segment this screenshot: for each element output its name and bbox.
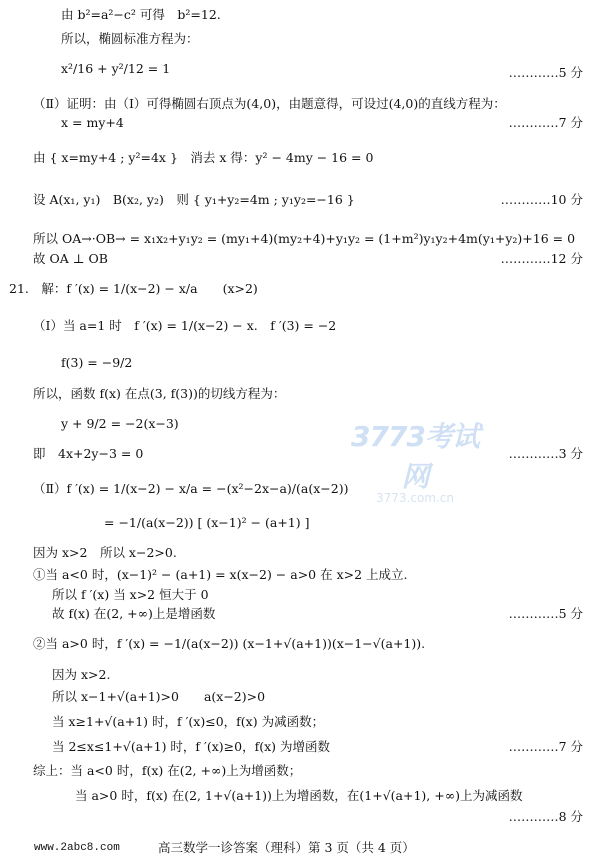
text-line: 当 a>0 时，f(x) 在(2, 1+√(a+1))上为增函数，在(1+√(a+1), +∞)上为减函数: [75, 788, 523, 803]
text-line: 故 f(x) 在(2, +∞)上是增函数: [52, 606, 216, 621]
footer-page: 高三数学一诊答案（理科）第 3 页（共 4 页）: [158, 840, 415, 855]
equation: 即 4x+2y−3 = 0: [33, 446, 144, 461]
equation: 设 A(x₁, y₁) B(x₂, y₂) 则 { y₁+y₂=4m ; y₁y₂=−16 }: [33, 192, 355, 207]
score-mark: …………3 分: [508, 446, 583, 461]
text-line: 所以 x−1+√(a+1)>0 a(x−2)>0: [52, 689, 266, 704]
text-line: （Ⅱ）证明：由（Ⅰ）可得椭圆右顶点为(4,0)，由题意得，可设过(4,0)的直线方程为：: [33, 96, 506, 111]
text-line: 因为 x>2.: [52, 667, 111, 682]
watermark: [340, 415, 490, 505]
score-mark: …………7 分: [508, 739, 583, 754]
text-line: 所以，椭圆标准方程为：: [61, 31, 199, 46]
text-line: 当 2≤x≤1+√(a+1) 时，f ′(x)≥0，f(x) 为增函数: [52, 739, 330, 754]
text-line: 故 OA ⊥ OB: [33, 251, 108, 266]
score-mark: …………7 分: [508, 115, 583, 130]
equation: 由 { x=my+4 ; y²=4x } 消去 x 得：y² − 4my − 16 = 0: [33, 150, 374, 165]
equation: f(3) = −9/2: [61, 355, 133, 370]
question-heading: 21. 解：f ′(x) = 1/(x−2) − x/a (x>2): [9, 281, 258, 296]
text-line: 所以 f ′(x) 当 x>2 恒大于 0: [52, 587, 209, 602]
score-mark: …………10 分: [500, 192, 583, 207]
equation: y + 9/2 = −2(x−3): [61, 416, 179, 431]
equation: 所以 OA→·OB→ = x₁x₂+y₁y₂ = (my₁+4)(my₂+4)+y₁y₂ = (1+m²)y₁y₂+4m(y₁+y₂)+16 = 0: [33, 231, 576, 246]
watermark-logo: 3773考试网: [351, 420, 479, 493]
equation: = −1/(a(x−2)) [ (x−1)² − (a+1) ]: [104, 515, 310, 530]
text-line: 由 b²=a²−c² 可得 b²=12.: [61, 7, 221, 22]
score-mark: …………5 分: [508, 65, 583, 80]
score-mark: …………5 分: [508, 606, 583, 621]
equation: x = my+4: [61, 115, 124, 130]
watermark-url: 3773.com.cn: [376, 491, 454, 505]
footer-site: www.2abc8.com: [34, 842, 120, 854]
equation: （Ⅰ）当 a=1 时 f ′(x) = 1/(x−2) − x. f ′(3) = −2: [33, 318, 337, 333]
text-line: ①当 a<0 时，(x−1)² − (a+1) = x(x−2) − a>0 在 x>2 上成立.: [33, 567, 408, 582]
text-line: 当 x≥1+√(a+1) 时，f ′(x)≤0，f(x) 为减函数；: [52, 714, 325, 729]
score-mark: …………8 分: [508, 809, 583, 824]
score-mark: …………12 分: [500, 251, 583, 266]
equation: （Ⅱ）f ′(x) = 1/(x−2) − x/a = −(x²−2x−a)/(a(x−2)): [33, 481, 349, 496]
text-line: 综上：当 a<0 时，f(x) 在(2, +∞)上为增函数；: [33, 763, 302, 778]
equation: ②当 a>0 时，f ′(x) = −1/(a(x−2)) (x−1+√(a+1))(x−1−√(a+1)).: [33, 636, 426, 651]
equation: x²/16 + y²/12 = 1: [61, 61, 171, 76]
text-line: 因为 x>2 所以 x−2>0.: [33, 545, 177, 560]
text-line: 所以，函数 f(x) 在点(3, f(3))的切线方程为：: [33, 386, 286, 401]
